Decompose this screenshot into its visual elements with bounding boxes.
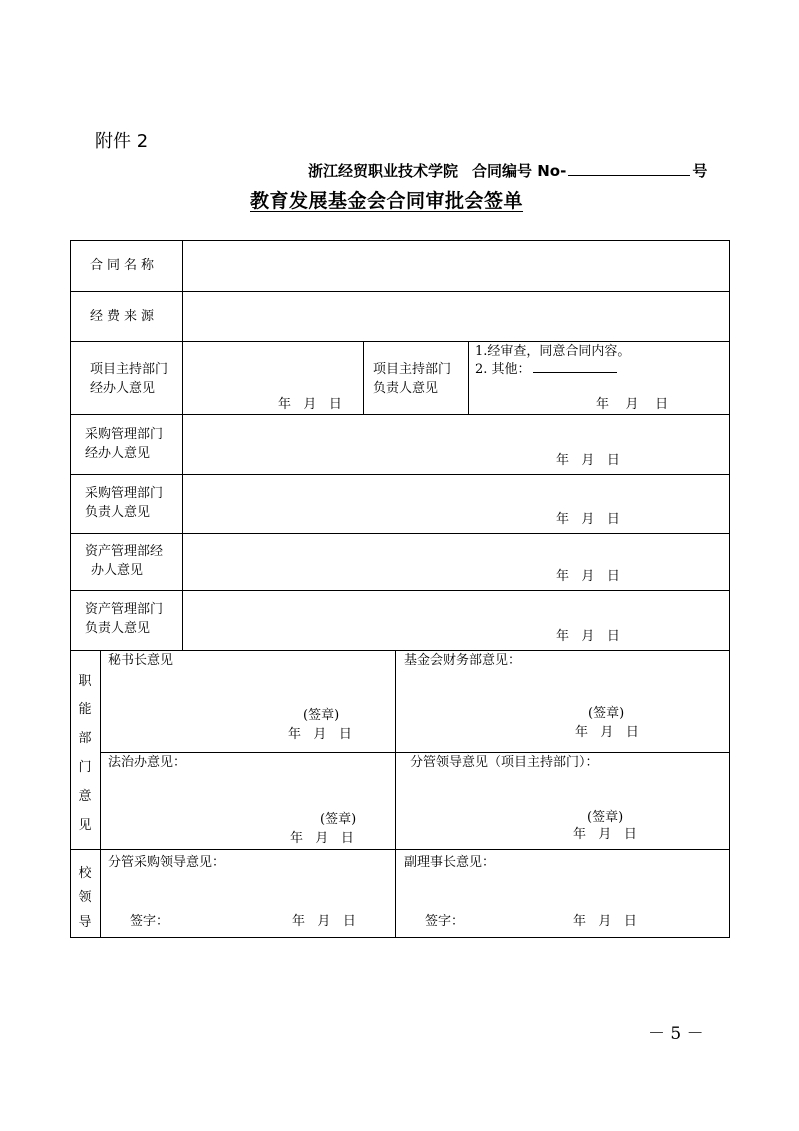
leader-in-charge-project-opinion-field[interactable] [397, 772, 728, 848]
option-other: 2. 其他： [475, 360, 617, 379]
form-title: 教育发展基金会合同审批会签单 [250, 190, 524, 212]
date-line: 年 月 日 [596, 397, 669, 412]
functional-dept-char: 意 [78, 789, 92, 804]
functional-dept-char: 见 [78, 818, 92, 833]
secretary-general-label: 秘书长意见 [108, 653, 174, 668]
row-divider [70, 590, 730, 591]
legal-office-label: 法治办意见： [108, 755, 187, 770]
row-divider [70, 474, 730, 475]
attachment-label: 附件 2 [95, 131, 149, 152]
seal-label: (签章) [588, 706, 625, 721]
procurement-head-label: 采购管理部门 负责人意见 [85, 486, 164, 520]
dept-head-label: 项目主持部门 负责人意见 [373, 362, 452, 396]
asset-head-opinion-field[interactable] [184, 592, 728, 649]
funding-source-field[interactable] [184, 293, 728, 340]
seal-label: (签章) [320, 812, 357, 827]
page-number: － 5 － [648, 1024, 704, 1044]
contract-name-label: 合同名称 [90, 258, 159, 273]
contract-no-label: 合同编号 No- [472, 162, 567, 180]
dept-handler-label: 项目主持部门 经办人意见 [90, 362, 169, 396]
date-line: 年 月 日 [278, 397, 342, 412]
contract-no-suffix: 号 [692, 162, 708, 180]
signature-label: 签字： [130, 914, 170, 929]
table-border-left [70, 240, 71, 938]
functional-dept-char: 部 [78, 731, 92, 746]
column-divider [395, 650, 396, 938]
row-divider [70, 849, 730, 850]
school-leader-char: 校 [78, 866, 92, 881]
date-line: 年 月 日 [573, 914, 637, 929]
asset-head-label: 资产管理部门 负责人意见 [85, 602, 164, 636]
contract-no-field[interactable] [568, 163, 690, 176]
column-divider [100, 650, 101, 938]
column-divider [468, 341, 469, 414]
table-border-bottom [70, 937, 730, 938]
date-line: 年 月 日 [288, 727, 352, 742]
date-line: 年 月 日 [292, 914, 356, 929]
seal-label: (签章) [587, 810, 624, 825]
date-line: 年 月 日 [575, 725, 639, 740]
date-line: 年 月 日 [556, 569, 620, 584]
asset-handler-label: 资产管理部经 办人意见 [85, 544, 164, 578]
table-border-top [70, 240, 730, 241]
table-border-right [729, 240, 730, 938]
contract-name-field[interactable] [184, 242, 728, 290]
date-line: 年 月 日 [556, 629, 620, 644]
row-divider [70, 414, 730, 415]
option-approve: 1.经审查，同意合同内容。 [475, 344, 631, 359]
column-divider [363, 341, 364, 414]
functional-dept-char: 职 [78, 674, 92, 689]
vice-chairman-label: 副理事长意见： [404, 855, 496, 870]
date-line: 年 月 日 [556, 453, 620, 468]
row-divider [70, 533, 730, 534]
date-line: 年 月 日 [290, 831, 354, 846]
funding-source-label: 经费来源 [90, 309, 159, 324]
other-opinion-field[interactable] [533, 360, 617, 373]
date-line: 年 月 日 [556, 512, 620, 527]
school-name: 浙江经贸职业技术学院 [308, 162, 459, 180]
form-header-line [308, 160, 707, 181]
leader-in-charge-project-label: 分管领导意见（项目主持部门）： [410, 755, 599, 770]
functional-dept-char: 能 [78, 702, 92, 717]
procurement-handler-label: 采购管理部门 经办人意见 [85, 427, 164, 461]
foundation-finance-opinion-field[interactable] [397, 670, 728, 751]
school-leader-char: 领 [78, 890, 92, 905]
date-line: 年 月 日 [573, 827, 637, 842]
procurement-handler-opinion-field[interactable] [184, 416, 728, 473]
procurement-head-opinion-field[interactable] [184, 476, 728, 532]
foundation-finance-label: 基金会财务部意见： [404, 653, 522, 668]
row-divider [70, 291, 730, 292]
asset-handler-opinion-field[interactable] [184, 535, 728, 589]
row-divider [70, 341, 730, 342]
functional-dept-char: 门 [78, 760, 92, 775]
leader-in-charge-procurement-label: 分管采购领导意见： [108, 855, 226, 870]
label-column-divider [182, 240, 183, 650]
seal-label: (签章) [303, 708, 340, 723]
school-leader-char: 导 [78, 915, 92, 930]
signature-label: 签字： [425, 914, 465, 929]
